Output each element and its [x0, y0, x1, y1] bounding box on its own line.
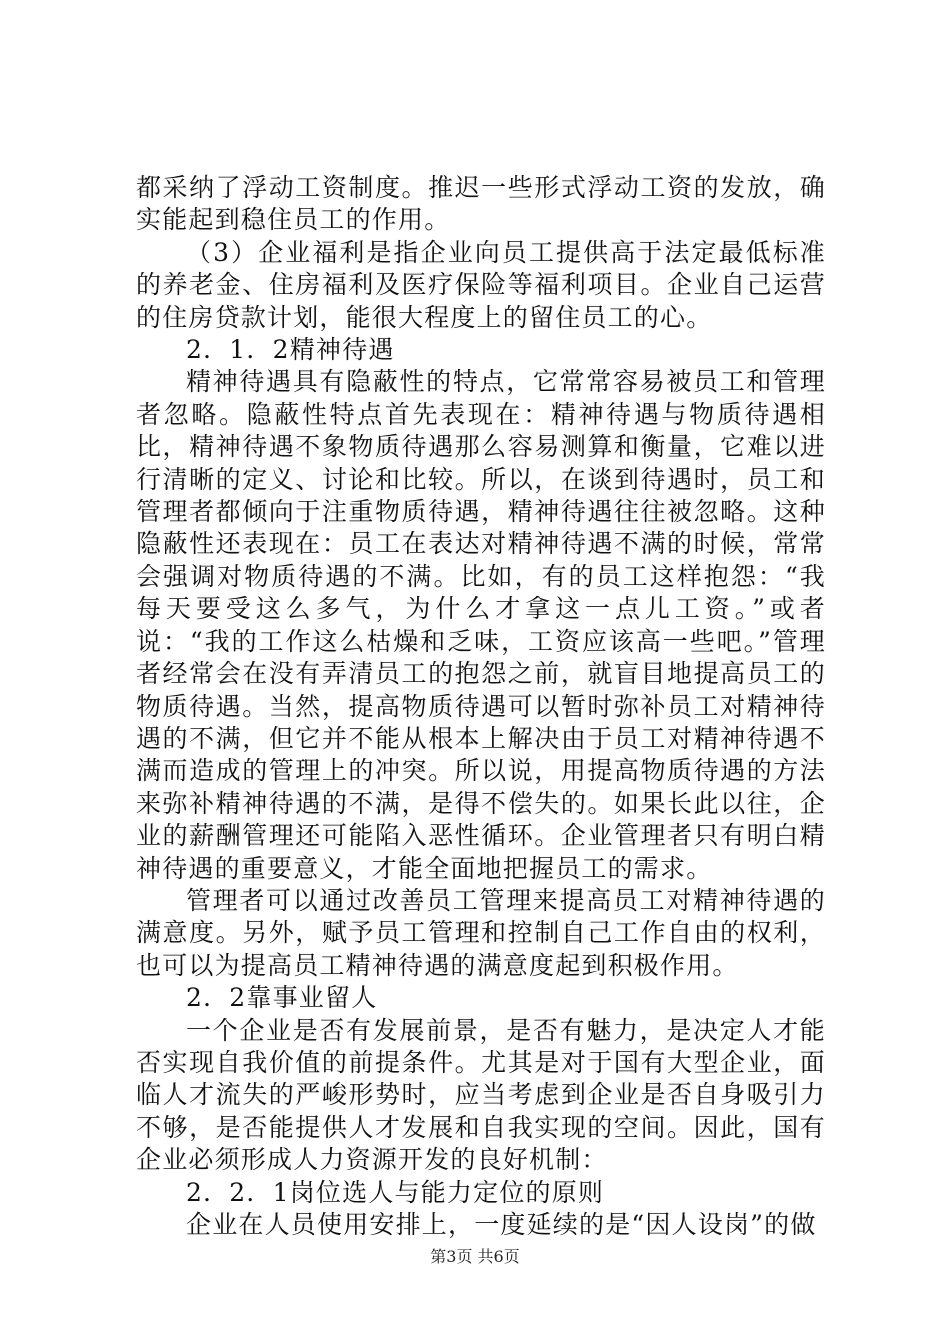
page-number-footer: 第3页 共6页	[430, 1247, 520, 1266]
paragraph-position-principle: 企业在人员使用安排上，一度延续的是“因人设岗”的做	[186, 1210, 817, 1239]
paragraph-management-satisfaction: 管理者可以通过改善员工管理来提高员工对精神待遇的满意度。另外，赋予员工管理和控制自己工作自由的权利，也可以为提高员工精神待遇的满意度起到积极作用。	[136, 885, 826, 980]
paragraph-spiritual-treatment: 精神待遇具有隐蔽性的特点，它常常容易被员工和管理者忽略。隐蔽性特点首先表现在：精神待遇与物质待遇相比，精神待遇不象物质待遇那么容易测算和衡量，它难以进行清晰的定义、讨论和比较。所以，在谈到待遇时，员工和管理者都倾向于注重物质待遇，精神待遇往往被忽略。这种隐蔽性还表现在：员工在表达对精神待遇不满的时候，常常会强调对物质待遇的不满。比如，有的员工这样抱怨：“我每天要受这么多气，为什么才拿这一点儿工资。”或者说：“我的工作这么枯燥和乏味，工资应该高一些吧。”管理者经常会在没有弄清员工的抱怨之前，就盲目地提高员工的物质待遇。当然，提高物质待遇可以暂时弥补员工对精神待遇的不满，但它并不能从根本上解决由于员工对精神待遇不满而造成的管理上的冲突。所以说，用提高物质待遇的方法来弥补精神待遇的不满，是得不偿失的。如果长此以往，企业的薪酬管理还可能陷入恶性循环。企业管理者只有明白精神待遇的重要意义，才能全面地把握员工的需求。	[136, 367, 826, 883]
section-heading-position-principle: 2．2．1岗位选人与能力定位的原则	[186, 1177, 605, 1207]
paragraph-welfare: （3）企业福利是指企业向员工提供高于法定最低标准的养老金、住房福利及医疗保险等福利项目。企业自己运营的住房贷款计划，能很大程度上的留住员工的心。	[136, 237, 826, 332]
paragraph-career-retention: 一个企业是否有发展前景，是否有魅力，是决定人才能否实现自我价值的前提条件。尤其是对于国有大型企业，面临人才流失的严峻形势时，应当考虑到企业是否自身吸引力不够，是否能提供人才发展和自我实现的空间。因此，国有企业必须形成人力资源开发的良好机制：	[136, 1015, 826, 1175]
paragraph-continuation: 都采纳了浮动工资制度。推迟一些形式浮动工资的发放，确实能起到稳住员工的作用。	[136, 173, 826, 235]
document-body	[136, 172, 826, 1241]
section-heading-career-retention: 2．2靠事业留人	[186, 983, 378, 1013]
section-heading-spiritual-treatment: 2．1．2精神待遇	[186, 335, 395, 365]
